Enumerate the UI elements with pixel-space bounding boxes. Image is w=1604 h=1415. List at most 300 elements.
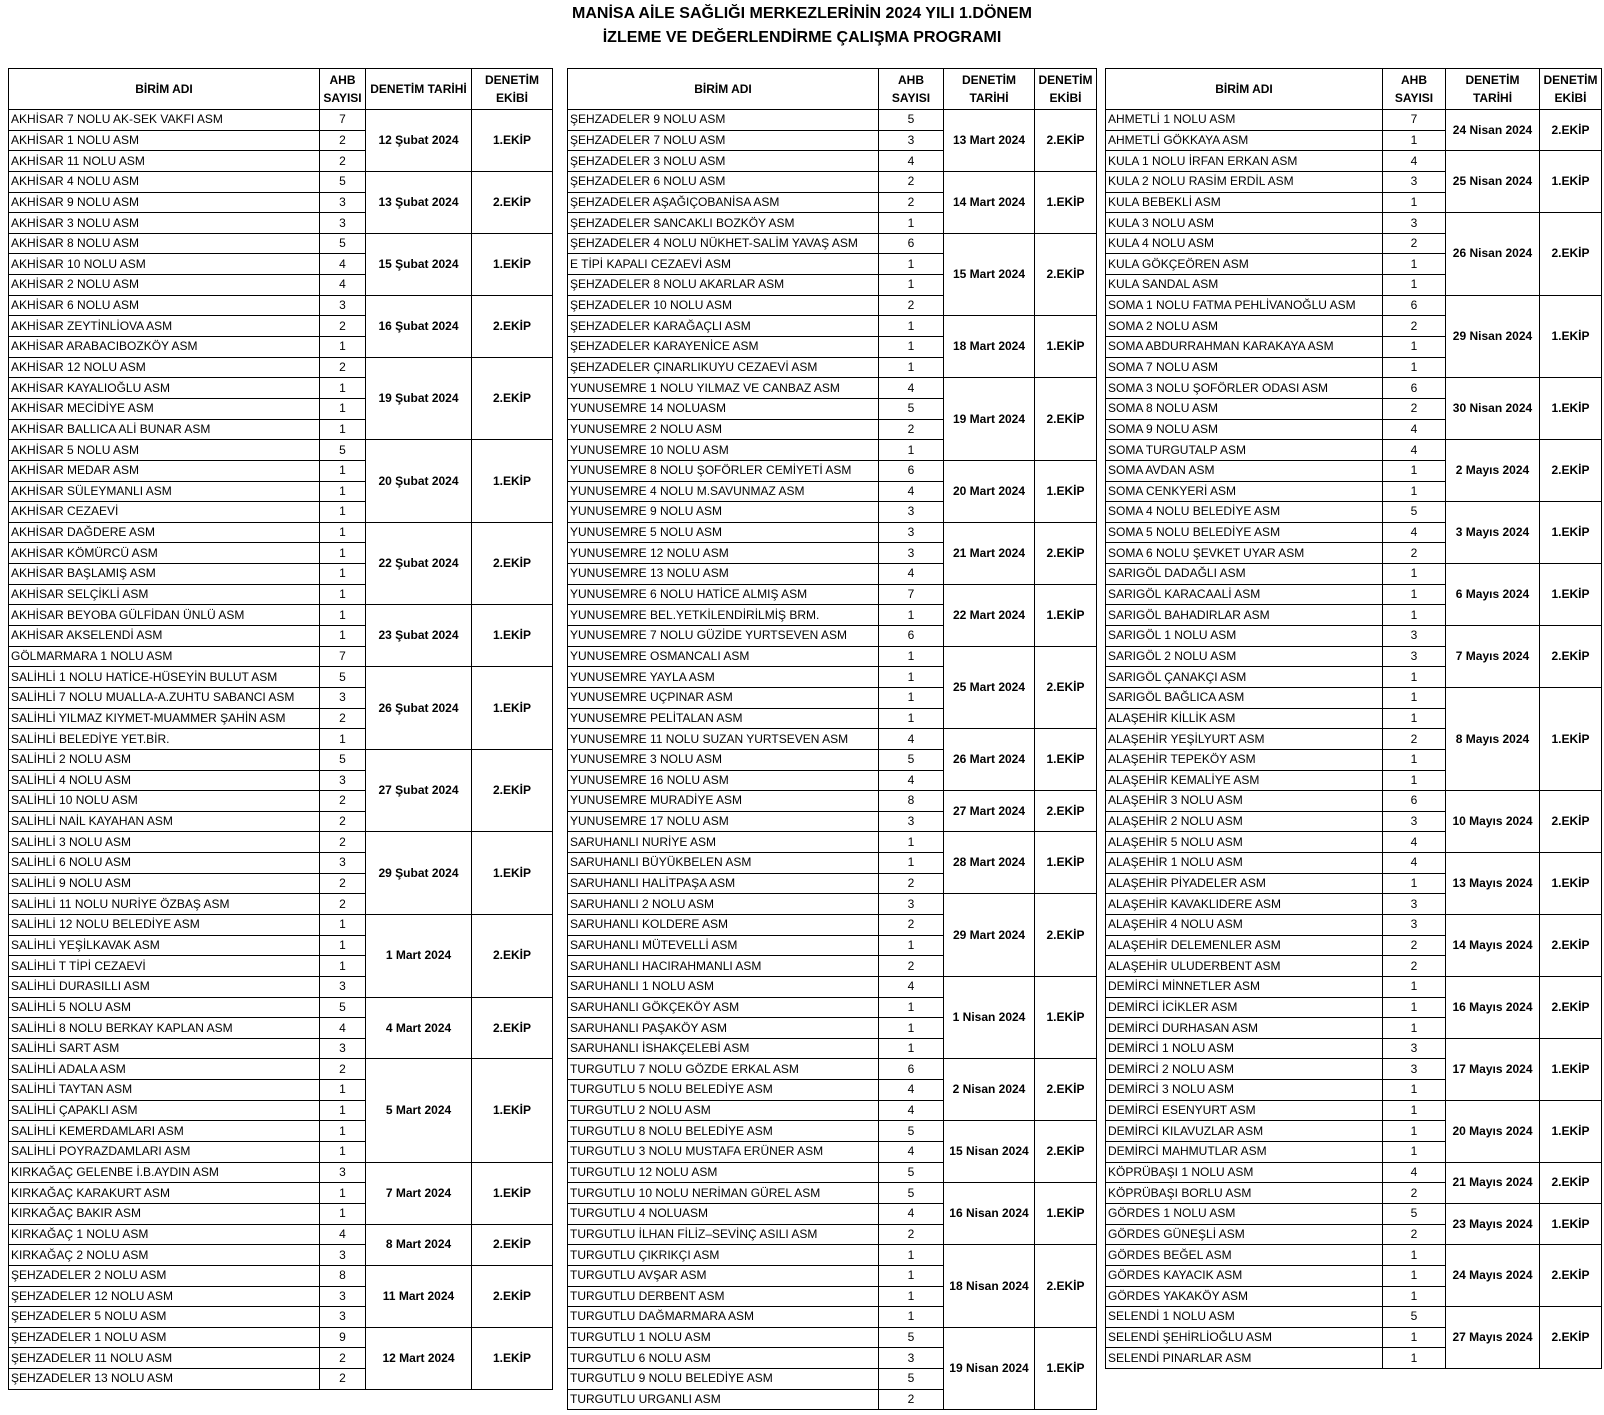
unit-name-cell: ŞEHZADELER ÇINARLIKUYU CEZAEVİ ASM [568, 357, 879, 378]
unit-name-cell: ŞEHZADELER 10 NOLU ASM [568, 295, 879, 316]
header-ahb-sayisi: AHB SAYISI [1383, 69, 1446, 110]
inspection-team-cell: 2.EKİP [1035, 791, 1097, 832]
unit-name-cell: DEMİRCİ MAHMUTLAR ASM [1106, 1142, 1383, 1163]
ahb-count-cell: 2 [320, 708, 366, 729]
unit-name-cell: TURGUTLU AVŞAR ASM [568, 1265, 879, 1286]
unit-name-cell: YUNUSEMRE BEL.YETKİLENDİRİLMİŞ BRM. [568, 605, 879, 626]
table-row [568, 646, 1097, 667]
ahb-count-cell: 6 [1383, 295, 1446, 316]
ahb-count-cell: 2 [320, 811, 366, 832]
unit-name-cell: TURGUTLU İLHAN FİLİZ–SEVİNÇ ASILI ASM [568, 1224, 879, 1245]
inspection-team-cell: 2.EKİP [1035, 378, 1097, 461]
header-denetim-tarihi: DENETİM TARİHİ [1446, 69, 1540, 110]
ahb-count-cell: 2 [1383, 729, 1446, 750]
ahb-count-cell: 6 [879, 460, 944, 481]
unit-name-cell: SARUHANLI HACIRAHMANLI ASM [568, 956, 879, 977]
ahb-count-cell: 3 [320, 770, 366, 791]
inspection-team-cell: 2.EKİP [472, 357, 553, 440]
inspection-team-cell: 2.EKİP [472, 1224, 553, 1265]
ahb-count-cell: 2 [879, 956, 944, 977]
table-row [1106, 976, 1602, 997]
ahb-count-cell: 4 [879, 1142, 944, 1163]
ahb-count-cell: 1 [1383, 1286, 1446, 1307]
table-row [568, 233, 1097, 254]
unit-name-cell: YUNUSEMRE MURADİYE ASM [568, 791, 879, 812]
inspection-team-cell: 2.EKİP [1540, 976, 1602, 1038]
inspection-team-cell: 2.EKİP [1035, 233, 1097, 316]
unit-name-cell: ALAŞEHİR PİYADELER ASM [1106, 873, 1383, 894]
inspection-date-cell: 15 Şubat 2024 [366, 233, 472, 295]
inspection-date-cell: 30 Nisan 2024 [1446, 378, 1540, 440]
ahb-count-cell: 5 [320, 440, 366, 461]
ahb-count-cell: 2 [879, 419, 944, 440]
unit-name-cell: AKHİSAR 9 NOLU ASM [9, 192, 320, 213]
unit-name-cell: SARUHANLI BÜYÜKBELEN ASM [568, 853, 879, 874]
table-row [9, 295, 553, 316]
inspection-team-cell: 1.EKİP [472, 440, 553, 523]
unit-name-cell: YUNUSEMRE 11 NOLU SUZAN YURTSEVEN ASM [568, 729, 879, 750]
unit-name-cell: SALİHLİ 5 NOLU ASM [9, 997, 320, 1018]
inspection-date-cell: 19 Nisan 2024 [944, 1327, 1035, 1410]
inspection-team-cell: 2.EKİP [472, 295, 553, 357]
unit-name-cell: DEMİRCİ 3 NOLU ASM [1106, 1080, 1383, 1101]
inspection-team-cell: 2.EKİP [1035, 110, 1097, 172]
ahb-count-cell: 1 [320, 564, 366, 585]
table-row [9, 357, 553, 378]
ahb-count-cell: 1 [1383, 1080, 1446, 1101]
unit-name-cell: AKHİSAR MEDAR ASM [9, 460, 320, 481]
ahb-count-cell: 1 [879, 708, 944, 729]
ahb-count-cell: 3 [320, 1245, 366, 1266]
ahb-count-cell: 2 [879, 295, 944, 316]
table-row [568, 460, 1097, 481]
ahb-count-cell: 5 [879, 1121, 944, 1142]
unit-name-cell: SOMA 1 NOLU FATMA PEHLİVANOĞLU ASM [1106, 295, 1383, 316]
ahb-count-cell: 3 [320, 192, 366, 213]
ahb-count-cell: 6 [1383, 791, 1446, 812]
unit-name-cell: SALİHLİ 1 NOLU HATİCE-HÜSEYİN BULUT ASM [9, 667, 320, 688]
ahb-count-cell: 2 [879, 873, 944, 894]
table-row [568, 1327, 1097, 1348]
inspection-team-cell: 2.EKİP [1035, 1245, 1097, 1328]
unit-name-cell: TURGUTLU 6 NOLU ASM [568, 1348, 879, 1369]
inspection-date-cell: 21 Mayıs 2024 [1446, 1162, 1540, 1203]
unit-name-cell: AKHİSAR 1 NOLU ASM [9, 130, 320, 151]
inspection-date-cell: 10 Mayıs 2024 [1446, 791, 1540, 853]
unit-name-cell: KIRKAĞAÇ BAKIR ASM [9, 1203, 320, 1224]
unit-name-cell: KIRKAĞAÇ KARAKURT ASM [9, 1183, 320, 1204]
inspection-date-cell: 27 Mayıs 2024 [1446, 1307, 1540, 1369]
ahb-count-cell: 5 [879, 398, 944, 419]
ahb-count-cell: 1 [320, 543, 366, 564]
inspection-team-cell: 1.EKİP [1035, 832, 1097, 894]
unit-name-cell: AKHİSAR 12 NOLU ASM [9, 357, 320, 378]
ahb-count-cell: 4 [1383, 419, 1446, 440]
unit-name-cell: TURGUTLU 9 NOLU BELEDİYE ASM [568, 1369, 879, 1390]
inspection-team-cell: 1.EKİP [472, 1327, 553, 1389]
unit-name-cell: ALAŞEHİR YEŞİLYURT ASM [1106, 729, 1383, 750]
ahb-count-cell: 1 [1383, 1142, 1446, 1163]
ahb-count-cell: 1 [879, 605, 944, 626]
unit-name-cell: AHMETLİ 1 NOLU ASM [1106, 110, 1383, 131]
ahb-count-cell: 5 [879, 749, 944, 770]
ahb-count-cell: 1 [320, 1183, 366, 1204]
table-row [1106, 687, 1602, 708]
inspection-team-cell: 2.EKİP [472, 997, 553, 1059]
inspection-date-cell: 13 Mart 2024 [944, 110, 1035, 172]
unit-name-cell: SARUHANLI İSHAKÇELEBİ ASM [568, 1038, 879, 1059]
ahb-count-cell: 1 [879, 1307, 944, 1328]
unit-name-cell: SALİHLİ YEŞİLKAVAK ASM [9, 935, 320, 956]
inspection-date-cell: 23 Şubat 2024 [366, 605, 472, 667]
inspection-team-cell: 2.EKİP [1540, 1162, 1602, 1203]
ahb-count-cell: 1 [320, 729, 366, 750]
inspection-date-cell: 24 Nisan 2024 [1446, 110, 1540, 151]
ahb-count-cell: 8 [320, 1265, 366, 1286]
unit-name-cell: TURGUTLU DAĞMARMARA ASM [568, 1307, 879, 1328]
inspection-team-cell: 2.EKİP [472, 749, 553, 832]
inspection-date-cell: 15 Nisan 2024 [944, 1121, 1035, 1183]
unit-name-cell: SOMA 6 NOLU ŞEVKET UYAR ASM [1106, 543, 1383, 564]
ahb-count-cell: 1 [320, 398, 366, 419]
inspection-date-cell: 16 Nisan 2024 [944, 1183, 1035, 1245]
unit-name-cell: GÖRDES YAKAKÖY ASM [1106, 1286, 1383, 1307]
inspection-date-cell: 20 Mayıs 2024 [1446, 1100, 1540, 1162]
inspection-date-cell: 29 Nisan 2024 [1446, 295, 1540, 378]
unit-name-cell: SALİHLİ YILMAZ KIYMET-MUAMMER ŞAHİN ASM [9, 708, 320, 729]
unit-name-cell: ŞEHZADELER 1 NOLU ASM [9, 1327, 320, 1348]
ahb-count-cell: 1 [1383, 1265, 1446, 1286]
inspection-team-cell: 1.EKİP [1035, 460, 1097, 522]
ahb-count-cell: 5 [320, 667, 366, 688]
ahb-count-cell: 1 [879, 1038, 944, 1059]
ahb-count-cell: 5 [320, 749, 366, 770]
inspection-team-cell: 1.EKİP [1540, 1203, 1602, 1244]
unit-name-cell: SALİHLİ KEMERDAMLARI ASM [9, 1121, 320, 1142]
ahb-count-cell: 1 [1383, 1245, 1446, 1266]
unit-name-cell: SARUHANLI MÜTEVELLİ ASM [568, 935, 879, 956]
ahb-count-cell: 3 [320, 1162, 366, 1183]
inspection-date-cell: 7 Mayıs 2024 [1446, 626, 1540, 688]
inspection-date-cell: 1 Nisan 2024 [944, 976, 1035, 1059]
ahb-count-cell: 1 [1383, 605, 1446, 626]
ahb-count-cell: 2 [1383, 543, 1446, 564]
table-row [1106, 440, 1602, 461]
ahb-count-cell: 1 [320, 1121, 366, 1142]
ahb-count-cell: 1 [1383, 873, 1446, 894]
ahb-count-cell: 2 [320, 357, 366, 378]
unit-name-cell: KULA 3 NOLU ASM [1106, 213, 1383, 234]
ahb-count-cell: 2 [1383, 316, 1446, 337]
ahb-count-cell: 4 [1383, 151, 1446, 172]
ahb-count-cell: 1 [1383, 1327, 1446, 1348]
unit-name-cell: ALAŞEHİR KAVAKLIDERE ASM [1106, 894, 1383, 915]
unit-name-cell: SALİHLİ 9 NOLU ASM [9, 873, 320, 894]
inspection-date-cell: 12 Şubat 2024 [366, 110, 472, 172]
inspection-team-cell: 2.EKİP [1540, 626, 1602, 688]
unit-name-cell: AKHİSAR CEZAEVİ [9, 502, 320, 523]
ahb-count-cell: 3 [1383, 894, 1446, 915]
ahb-count-cell: 1 [1383, 275, 1446, 296]
unit-name-cell: GÖRDES 1 NOLU ASM [1106, 1203, 1383, 1224]
ahb-count-cell: 2 [320, 130, 366, 151]
ahb-count-cell: 5 [1383, 502, 1446, 523]
unit-name-cell: YUNUSEMRE 8 NOLU ŞOFÖRLER CEMİYETİ ASM [568, 460, 879, 481]
ahb-count-cell: 1 [320, 626, 366, 647]
unit-name-cell: ŞEHZADELER 5 NOLU ASM [9, 1307, 320, 1328]
inspection-date-cell: 23 Mayıs 2024 [1446, 1203, 1540, 1244]
ahb-count-cell: 2 [1383, 398, 1446, 419]
table-row [568, 1183, 1097, 1204]
unit-name-cell: YUNUSEMRE 7 NOLU GÜZİDE YURTSEVEN ASM [568, 626, 879, 647]
table-row [1106, 853, 1602, 874]
unit-name-cell: ŞEHZADELER KARAYENİCE ASM [568, 337, 879, 358]
inspection-date-cell: 20 Mart 2024 [944, 460, 1035, 522]
ahb-count-cell: 8 [879, 791, 944, 812]
unit-name-cell: YUNUSEMRE 13 NOLU ASM [568, 564, 879, 585]
ahb-count-cell: 4 [879, 151, 944, 172]
ahb-count-cell: 2 [320, 151, 366, 172]
ahb-count-cell: 5 [320, 171, 366, 192]
table-row [9, 522, 553, 543]
table-row [1106, 1245, 1602, 1266]
ahb-count-cell: 1 [879, 1245, 944, 1266]
table-row [1106, 1203, 1602, 1224]
unit-name-cell: SARUHANLI PAŞAKÖY ASM [568, 1018, 879, 1039]
inspection-date-cell: 26 Şubat 2024 [366, 667, 472, 750]
unit-name-cell: SOMA 3 NOLU ŞOFÖRLER ODASI ASM [1106, 378, 1383, 399]
inspection-team-cell: 1.EKİP [1035, 584, 1097, 646]
ahb-count-cell: 1 [320, 956, 366, 977]
unit-name-cell: KÖPRÜBAŞI 1 NOLU ASM [1106, 1162, 1383, 1183]
table-row [1106, 151, 1602, 172]
inspection-date-cell: 26 Nisan 2024 [1446, 213, 1540, 296]
inspection-date-cell: 29 Mart 2024 [944, 894, 1035, 977]
ahb-count-cell: 6 [879, 233, 944, 254]
inspection-date-cell: 8 Mart 2024 [366, 1224, 472, 1265]
unit-name-cell: SARUHANLI KOLDERE ASM [568, 914, 879, 935]
unit-name-cell: KIRKAĞAÇ 1 NOLU ASM [9, 1224, 320, 1245]
unit-name-cell: SARUHANLI GÖKÇEKÖY ASM [568, 997, 879, 1018]
unit-name-cell: SOMA CENKYERİ ASM [1106, 481, 1383, 502]
ahb-count-cell: 2 [879, 1389, 944, 1410]
unit-name-cell: SARIGÖL 1 NOLU ASM [1106, 626, 1383, 647]
inspection-date-cell: 7 Mart 2024 [366, 1162, 472, 1224]
ahb-count-cell: 1 [1383, 481, 1446, 502]
ahb-count-cell: 1 [1383, 976, 1446, 997]
table-row [9, 914, 553, 935]
unit-name-cell: DEMİRCİ KILAVUZLAR ASM [1106, 1121, 1383, 1142]
unit-name-cell: SALİHLİ 6 NOLU ASM [9, 853, 320, 874]
ahb-count-cell: 1 [320, 1142, 366, 1163]
ahb-count-cell: 2 [1383, 1183, 1446, 1204]
ahb-count-cell: 3 [320, 1307, 366, 1328]
unit-name-cell: SOMA TURGUTALP ASM [1106, 440, 1383, 461]
table-row [9, 1327, 553, 1348]
unit-name-cell: TURGUTLU 2 NOLU ASM [568, 1100, 879, 1121]
inspection-date-cell: 2 Mayıs 2024 [1446, 440, 1540, 502]
ahb-count-cell: 2 [320, 1059, 366, 1080]
table-row [9, 440, 553, 461]
inspection-team-cell: 1.EKİP [1540, 1038, 1602, 1100]
ahb-count-cell: 3 [879, 543, 944, 564]
unit-name-cell: AHMETLİ GÖKKAYA ASM [1106, 130, 1383, 151]
ahb-count-cell: 5 [1383, 1203, 1446, 1224]
table-header-row [568, 69, 1097, 110]
unit-name-cell: TURGUTLU 8 NOLU BELEDİYE ASM [568, 1121, 879, 1142]
table-row [1106, 502, 1602, 523]
table-row [568, 1121, 1097, 1142]
page-title-line-2: İZLEME VE DEĞERLENDİRME ÇALIŞMA PROGRAMI [602, 29, 1002, 46]
unit-name-cell: GÖLMARMARA 1 NOLU ASM [9, 646, 320, 667]
ahb-count-cell: 4 [879, 770, 944, 791]
unit-name-cell: YUNUSEMRE 16 NOLU ASM [568, 770, 879, 791]
ahb-count-cell: 4 [879, 481, 944, 502]
ahb-count-cell: 3 [320, 213, 366, 234]
inspection-team-cell: 1.EKİP [1035, 729, 1097, 791]
unit-name-cell: YUNUSEMRE PELİTALAN ASM [568, 708, 879, 729]
ahb-count-cell: 1 [879, 646, 944, 667]
unit-name-cell: TURGUTLU 3 NOLU MUSTAFA ERÜNER ASM [568, 1142, 879, 1163]
ahb-count-cell: 7 [1383, 110, 1446, 131]
table-row [9, 1059, 553, 1080]
ahb-count-cell: 1 [1383, 708, 1446, 729]
inspection-team-cell: 2.EKİP [1035, 894, 1097, 977]
inspection-team-cell: 1.EKİP [472, 605, 553, 667]
inspection-team-cell: 1.EKİP [1540, 295, 1602, 378]
unit-name-cell: GÖRDES GÜNEŞLİ ASM [1106, 1224, 1383, 1245]
inspection-team-cell: 2.EKİP [1540, 791, 1602, 853]
inspection-team-cell: 1.EKİP [472, 1162, 553, 1224]
table-row [9, 605, 553, 626]
unit-name-cell: ALAŞEHİR 1 NOLU ASM [1106, 853, 1383, 874]
unit-name-cell: SALİHLİ 3 NOLU ASM [9, 832, 320, 853]
ahb-count-cell: 1 [320, 1100, 366, 1121]
unit-name-cell: SARUHANLI 1 NOLU ASM [568, 976, 879, 997]
unit-name-cell: YUNUSEMRE OSMANCALI ASM [568, 646, 879, 667]
unit-name-cell: SALİHLİ 4 NOLU ASM [9, 770, 320, 791]
unit-name-cell: ŞEHZADELER 13 NOLU ASM [9, 1369, 320, 1390]
ahb-count-cell: 3 [879, 130, 944, 151]
ahb-count-cell: 1 [1383, 1100, 1446, 1121]
unit-name-cell: YUNUSEMRE 4 NOLU M.SAVUNMAZ ASM [568, 481, 879, 502]
inspection-team-cell: 1.EKİP [1540, 502, 1602, 564]
ahb-count-cell: 3 [1383, 171, 1446, 192]
table-row [1106, 1038, 1602, 1059]
unit-name-cell: ALAŞEHİR KEMALİYE ASM [1106, 770, 1383, 791]
ahb-count-cell: 1 [320, 605, 366, 626]
inspection-date-cell: 17 Mayıs 2024 [1446, 1038, 1540, 1100]
ahb-count-cell: 2 [879, 171, 944, 192]
inspection-date-cell: 25 Nisan 2024 [1446, 151, 1540, 213]
ahb-count-cell: 6 [879, 626, 944, 647]
header-birim-adi: BİRİM ADI [9, 69, 320, 110]
table-row [9, 233, 553, 254]
ahb-count-cell: 1 [1383, 667, 1446, 688]
inspection-team-cell: 1.EKİP [472, 832, 553, 915]
unit-name-cell: SALİHLİ 7 NOLU MUALLA-A.ZUHTU SABANCI ASM [9, 687, 320, 708]
unit-name-cell: AKHİSAR AKSELENDİ ASM [9, 626, 320, 647]
inspection-team-cell: 2.EKİP [1540, 914, 1602, 976]
unit-name-cell: KULA BEBEKLİ ASM [1106, 192, 1383, 213]
ahb-count-cell: 3 [320, 1038, 366, 1059]
ahb-count-cell: 4 [1383, 853, 1446, 874]
inspection-date-cell: 13 Şubat 2024 [366, 171, 472, 233]
inspection-team-cell: 1.EKİP [1035, 1183, 1097, 1245]
table-row [9, 110, 553, 131]
inspection-date-cell: 13 Mayıs 2024 [1446, 853, 1540, 915]
table-row [9, 832, 553, 853]
table-row [568, 1059, 1097, 1080]
unit-name-cell: SALİHLİ BELEDİYE YET.BİR. [9, 729, 320, 750]
inspection-team-cell: 1.EKİP [1540, 378, 1602, 440]
ahb-count-cell: 4 [1383, 522, 1446, 543]
ahb-count-cell: 1 [879, 667, 944, 688]
table-row [1106, 564, 1602, 585]
table-row [9, 171, 553, 192]
ahb-count-cell: 2 [879, 1224, 944, 1245]
ahb-count-cell: 3 [1383, 646, 1446, 667]
unit-name-cell: AKHİSAR SÜLEYMANLI ASM [9, 481, 320, 502]
unit-name-cell: DEMİRCİ MİNNETLER ASM [1106, 976, 1383, 997]
inspection-date-cell: 22 Şubat 2024 [366, 522, 472, 605]
ahb-count-cell: 4 [879, 1080, 944, 1101]
unit-name-cell: DEMİRCİ 2 NOLU ASM [1106, 1059, 1383, 1080]
table-row [9, 667, 553, 688]
ahb-count-cell: 2 [320, 1369, 366, 1390]
unit-name-cell: SALİHLİ POYRAZDAMLARI ASM [9, 1142, 320, 1163]
ahb-count-cell: 3 [320, 976, 366, 997]
inspection-date-cell: 26 Mart 2024 [944, 729, 1035, 791]
unit-name-cell: SOMA 2 NOLU ASM [1106, 316, 1383, 337]
table-row [9, 1162, 553, 1183]
unit-name-cell: SALİHLİ T TİPİ CEZAEVİ [9, 956, 320, 977]
unit-name-cell: SELENDİ ŞEHİRLİOĞLU ASM [1106, 1327, 1383, 1348]
unit-name-cell: KULA 2 NOLU RASİM ERDİL ASM [1106, 171, 1383, 192]
unit-name-cell: YUNUSEMRE UÇPINAR ASM [568, 687, 879, 708]
ahb-count-cell: 3 [1383, 914, 1446, 935]
header-denetim-tarihi: DENETİM TARİHİ [366, 69, 472, 110]
inspection-team-cell: 1.EKİP [1540, 687, 1602, 790]
ahb-count-cell: 2 [320, 316, 366, 337]
unit-name-cell: TURGUTLU 10 NOLU NERİMAN GÜREL ASM [568, 1183, 879, 1204]
ahb-count-cell: 4 [879, 378, 944, 399]
table-row [568, 832, 1097, 853]
unit-name-cell: ŞEHZADELER 8 NOLU AKARLAR ASM [568, 275, 879, 296]
inspection-team-cell: 2.EKİP [1035, 522, 1097, 584]
unit-name-cell: TURGUTLU 4 NOLUASM [568, 1203, 879, 1224]
unit-name-cell: ALAŞEHİR TEPEKÖY ASM [1106, 749, 1383, 770]
ahb-count-cell: 1 [879, 337, 944, 358]
table-row [568, 171, 1097, 192]
unit-name-cell: ALAŞEHİR ULUDERBENT ASM [1106, 956, 1383, 977]
inspection-date-cell: 25 Mart 2024 [944, 646, 1035, 729]
table-row [1106, 378, 1602, 399]
ahb-count-cell: 5 [879, 1183, 944, 1204]
ahb-count-cell: 1 [879, 440, 944, 461]
inspection-date-cell: 19 Şubat 2024 [366, 357, 472, 440]
inspection-team-cell: 1.EKİP [472, 110, 553, 172]
unit-name-cell: YUNUSEMRE YAYLA ASM [568, 667, 879, 688]
table-row [568, 791, 1097, 812]
table-row [1106, 110, 1602, 131]
inspection-team-cell: 2.EKİP [1035, 1121, 1097, 1183]
ahb-count-cell: 1 [879, 935, 944, 956]
unit-name-cell: SALİHLİ DURASILLI ASM [9, 976, 320, 997]
ahb-count-cell: 1 [879, 275, 944, 296]
ahb-count-cell: 4 [879, 729, 944, 750]
unit-name-cell: YUNUSEMRE 14 NOLUASM [568, 398, 879, 419]
